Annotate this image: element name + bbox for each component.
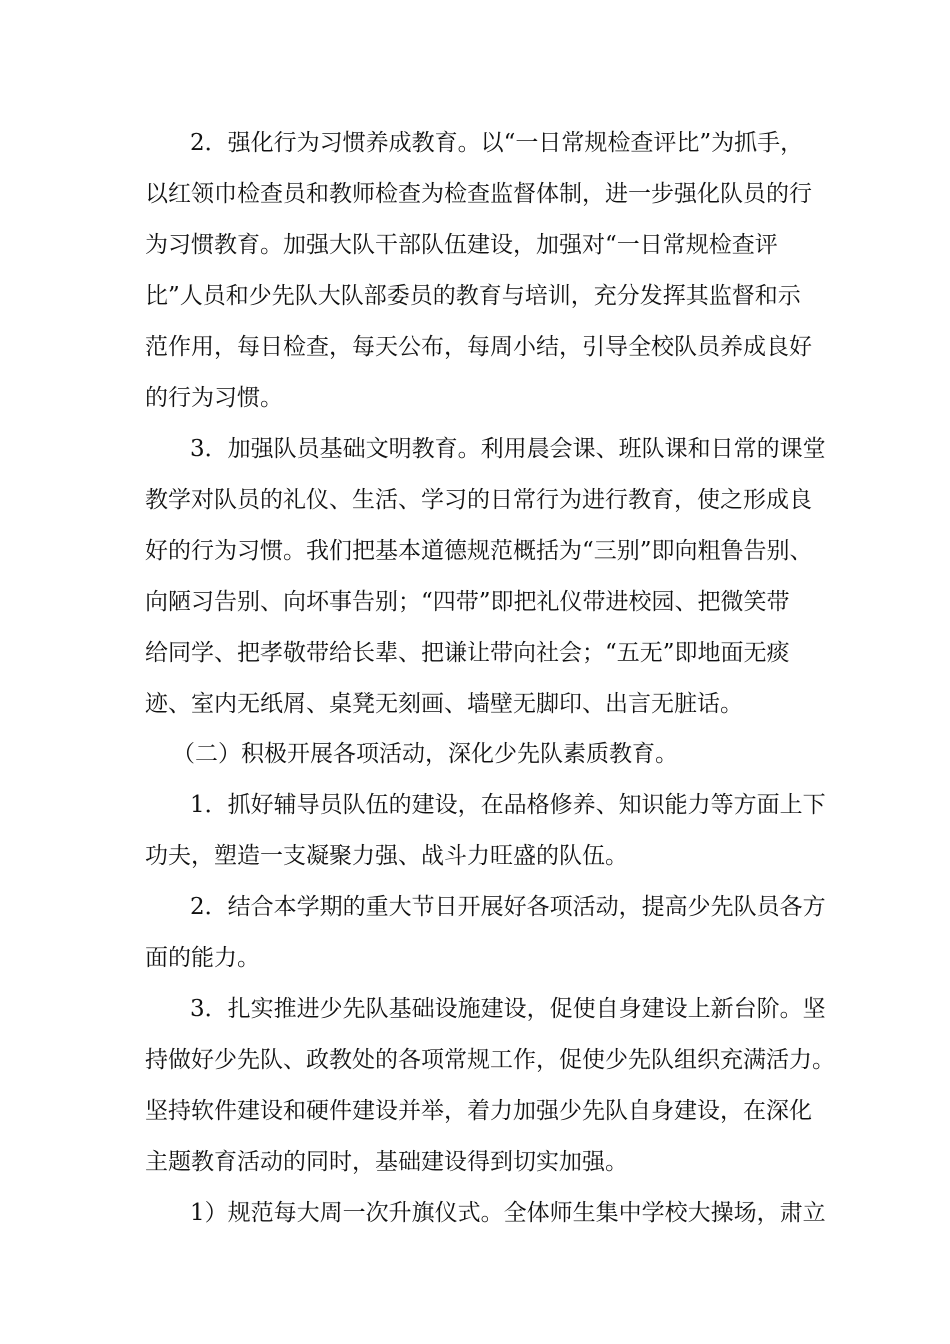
- text-line: 持做好少先队、政教处的各项常规工作，促使少先队组织充满活力。: [145, 1047, 835, 1073]
- text-line: 2．强化行为习惯养成教育。以“一日常规检查评比”为抓手，: [190, 130, 804, 156]
- text-line: 坚持软件建设和硬件建设并举，着力加强少先队自身建设，在深化: [145, 1098, 812, 1124]
- text-line: 向陋习告别、向坏事告别；“四带”即把礼仪带进校园、把微笑带: [145, 589, 790, 615]
- text-line: 为习惯教育。加强大队干部队伍建设，加强对“一日常规检查评: [145, 232, 778, 258]
- text-line: 好的行为习惯。我们把基本道德规范概括为“三别”即向粗鲁告别、: [145, 538, 813, 564]
- text-line: 功夫，塑造一支凝聚力强、战斗力旺盛的队伍。: [145, 843, 628, 869]
- text-line: 主题教育活动的同时，基础建设得到切实加强。: [145, 1149, 628, 1175]
- text-line: 以红领巾检查员和教师检查为检查监督体制，进一步强化队员的行: [145, 181, 812, 207]
- text-line: 给同学、把孝敬带给长辈、把谦让带向社会；“五无”即地面无痰: [145, 640, 790, 666]
- text-line: 迹、室内无纸屑、桌凳无刻画、墙壁无脚印、出言无脏话。: [145, 691, 743, 717]
- text-line: 教学对队员的礼仪、生活、学习的日常行为进行教育，使之形成良: [145, 487, 812, 513]
- section-heading: （二）积极开展各项活动，深化少先队素质教育。: [172, 741, 678, 767]
- text-line: 的行为习惯。: [145, 385, 283, 411]
- text-line: 范作用，每日检查，每天公布，每周小结，引导全校队员养成良好: [145, 334, 812, 360]
- text-line: 面的能力。: [145, 945, 260, 971]
- text-line: 1．抓好辅导员队伍的建设，在品格修养、知识能力等方面上下: [190, 792, 826, 818]
- text-line: 3．扎实推进少先队基础设施建设，促使自身建设上新台阶。坚: [190, 996, 826, 1022]
- text-line: 2．结合本学期的重大节日开展好各项活动，提高少先队员各方: [190, 894, 826, 920]
- text-line: 3．加强队员基础文明教育。利用晨会课、班队课和日常的课堂: [190, 436, 826, 462]
- text-line: 1）规范每大周一次升旗仪式。全体师生集中学校大操场，肃立: [190, 1200, 826, 1226]
- text-line: 比”人员和少先队大队部委员的教育与培训，充分发挥其监督和示: [145, 283, 801, 309]
